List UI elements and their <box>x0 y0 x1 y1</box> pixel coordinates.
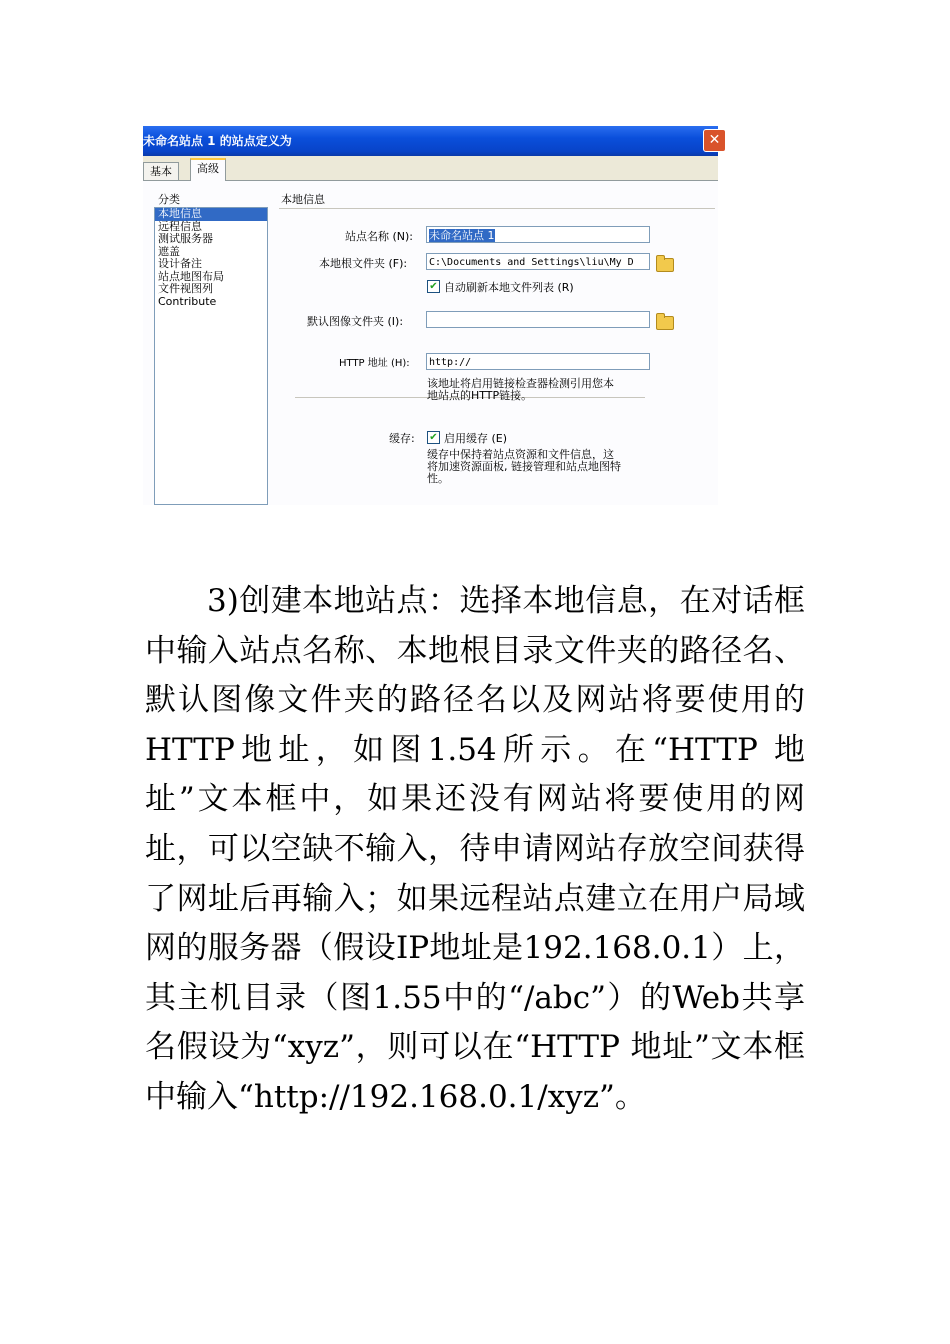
enable-cache-checkbox[interactable]: ✔ <box>427 431 440 444</box>
tab-advanced[interactable]: 高级 <box>190 158 226 182</box>
section-divider <box>279 208 715 209</box>
site-definition-dialog <box>143 126 721 505</box>
tab-basic[interactable]: 基本 <box>143 162 179 180</box>
category-item-local-info[interactable]: 本地信息 <box>155 208 267 221</box>
folder-browse-icon[interactable] <box>656 258 674 272</box>
cache-label: 缓存: <box>389 432 415 445</box>
root-folder-input[interactable]: C:\Documents and Settings\liu\My D <box>426 253 650 270</box>
cache-note-line: 缓存中保持着站点资源和文件信息，这 <box>427 448 614 461</box>
cache-note-line: 性。 <box>427 472 449 485</box>
cache-note <box>427 449 621 485</box>
default-images-label: 默认图像文件夹 (I): <box>307 315 404 328</box>
category-header: 分类 <box>158 193 180 206</box>
close-icon[interactable]: ✕ <box>703 129 726 152</box>
category-item-design-notes[interactable]: 设计备注 <box>158 257 202 270</box>
auto-refresh-label: 自动刷新本地文件列表 (R) <box>444 281 574 294</box>
category-item-file-view-columns[interactable]: 文件视图列 <box>158 282 213 295</box>
http-address-input[interactable]: http:// <box>426 353 650 370</box>
category-item-site-map-layout[interactable]: 站点地图布局 <box>158 269 224 283</box>
tab-bar <box>143 156 718 181</box>
body-paragraph: 3)创建本地站点：选择本地信息，在对话框中输入站点名称、本地根目录文件夹的路径名、默认图像文件夹的路径名以及网站将要使用的HTTP地址，如图1.54所示。在“HTTP 地址”文本框中，如果还没有网站将要使用的网址，可以空缺不输入，待申请网站存放空间获得了网址后再输入；如果远程站点建立在用户局域网的服务器（假设IP地址是192.168.0.1）上，其主机目录（图1.55中的“/abc”）的Web共享名假设为“xyz”，则可以在“HTTP 地址”文本框中输入“http://192.168.0.1/xyz”。 <box>145 583 805 1115</box>
section-title: 本地信息 <box>281 193 325 206</box>
enable-cache-label: 启用缓存 (E) <box>444 432 508 445</box>
http-note <box>427 378 614 402</box>
site-name-value: 未命名站点 1 <box>429 229 495 242</box>
site-name-input[interactable] <box>426 226 650 243</box>
cache-note-line: 将加速资源面板, 链接管理和站点地图特 <box>427 460 621 473</box>
root-folder-label: 本地根文件夹 (F): <box>319 257 408 270</box>
category-item-cloaking[interactable]: 遮盖 <box>158 244 180 258</box>
folder-browse-icon[interactable] <box>656 316 674 330</box>
dialog-title: 未命名站点 1 的站点定义为 <box>143 134 292 148</box>
category-item-testing-server[interactable]: 测试服务器 <box>158 232 213 245</box>
advanced-panel <box>143 181 718 505</box>
category-list[interactable] <box>154 207 268 505</box>
default-images-input[interactable] <box>426 311 650 328</box>
dialog-titlebar <box>143 126 721 156</box>
auto-refresh-checkbox[interactable]: ✔ <box>427 280 440 293</box>
http-address-label: HTTP 地址 (H): <box>339 358 410 369</box>
site-name-label: 站点名称 (N): <box>345 230 414 243</box>
http-note-line: 地站点的HTTP链接。 <box>427 389 533 402</box>
category-item-contribute[interactable]: Contribute <box>158 294 217 308</box>
http-note-line: 该地址将启用链接检查器检测引用您本 <box>427 377 614 390</box>
category-item-remote-info[interactable]: 远程信息 <box>158 219 202 233</box>
